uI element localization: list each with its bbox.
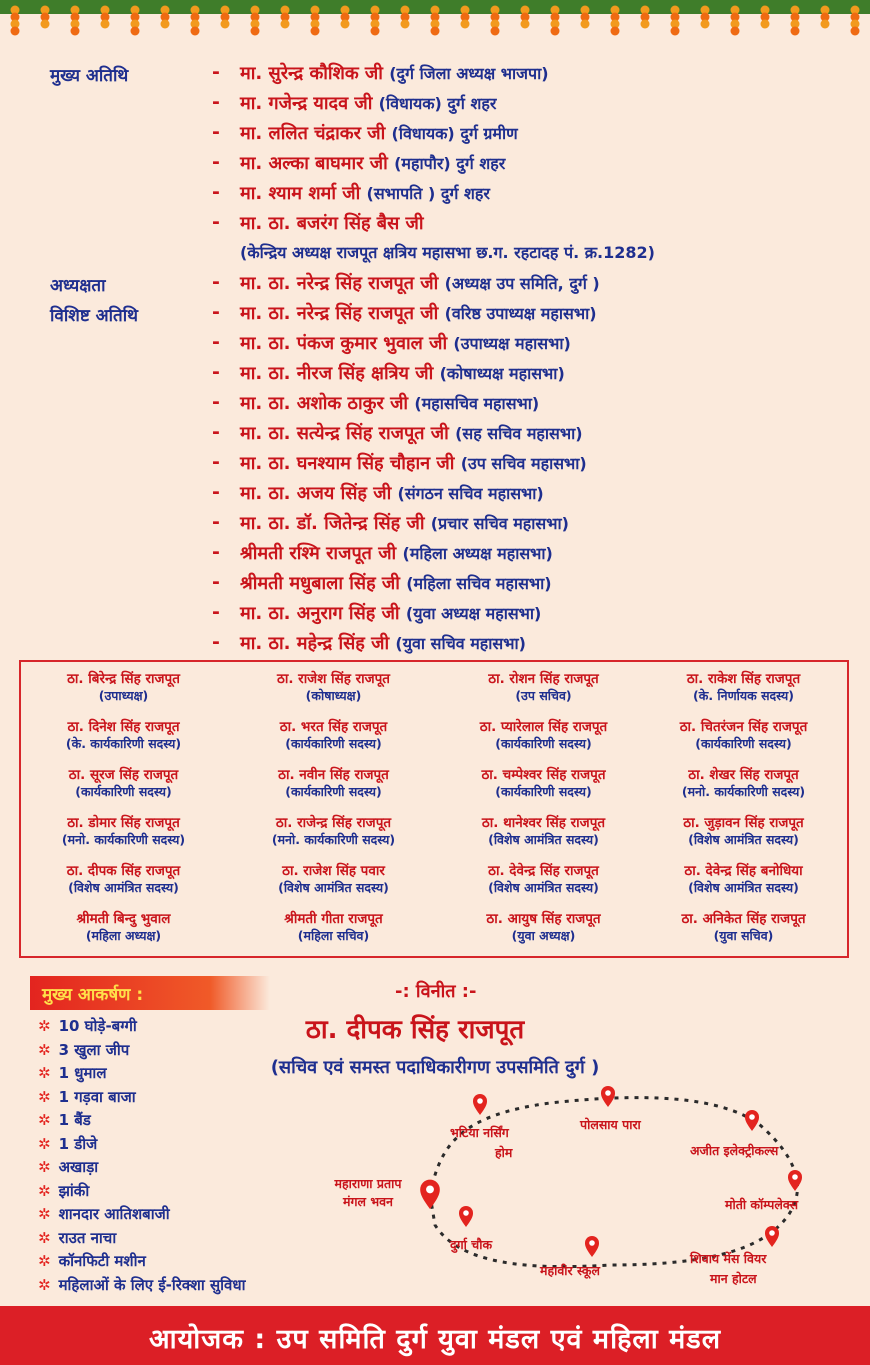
- location-pin-icon: [420, 1180, 440, 1209]
- location-pin-icon: [459, 1206, 473, 1227]
- guest-row: [0, 600, 870, 628]
- guest-row: [0, 330, 870, 358]
- guest-role: (केन्द्रिय अध्यक्ष राजपूत क्षत्रिय महासभा छ.ग. रहटादह पं. क्र.1282): [240, 243, 655, 262]
- attraction-item: [38, 1204, 170, 1226]
- guest-name: मा. श्याम शर्मा जी: [240, 183, 361, 204]
- route-stop-label: होम: [495, 1145, 513, 1160]
- member-name: ठा. बिरेन्द्र सिंह राजपूत: [67, 671, 180, 687]
- route-stop-label: शिवाय मेंस वियर: [690, 1251, 767, 1266]
- committee-member: [641, 718, 846, 752]
- attraction-label: 1 डीजे: [58, 1134, 98, 1153]
- guest-entry: [240, 271, 600, 295]
- marigold-flower: [701, 20, 710, 29]
- location-pin-icon: [745, 1110, 759, 1131]
- member-role: (महिला अध्यक्ष): [85, 928, 162, 943]
- committee-member: [21, 814, 226, 848]
- attraction-label: 3 खुला जीप: [58, 1040, 130, 1059]
- attraction-item: [38, 1181, 89, 1203]
- guest-entry: [240, 391, 539, 415]
- marigold-flower: [581, 20, 590, 29]
- star-bullet-icon: ✲: [38, 1111, 51, 1129]
- guest-entry: [240, 241, 655, 263]
- committee-member: [441, 910, 646, 944]
- member-name: ठा. राजेश सिंह राजपूत: [277, 671, 390, 687]
- committee-member: [21, 910, 226, 944]
- guest-row: [0, 180, 870, 208]
- marigold-flower: [11, 27, 20, 36]
- marigold-flower: [611, 27, 620, 36]
- marigold-flower: [371, 27, 380, 36]
- guest-dash: -: [212, 571, 220, 593]
- attraction-item: [38, 1251, 146, 1273]
- member-role: (महिला सचिव): [297, 928, 370, 943]
- star-bullet-icon: ✲: [38, 1181, 51, 1200]
- guest-name: मा. गजेन्द्र यादव जी: [240, 93, 373, 114]
- member-role: (विशेष आमंत्रित सदस्य): [68, 880, 179, 895]
- route-stop-label: मान होटल: [710, 1271, 757, 1286]
- member-role: (मनो. कार्यकारिणी सदस्य): [681, 784, 806, 799]
- guest-role: (महासचिव महासभा): [414, 394, 540, 413]
- member-role: (के. निर्णायक सदस्य): [693, 688, 794, 703]
- guest-name: मा. सुरेन्द्र कौशिक जी: [240, 63, 383, 84]
- member-name: ठा. आयुष सिंह राजपूत: [486, 911, 601, 927]
- guest-name: मा. ठा. नीरज सिंह क्षत्रिय जी: [240, 363, 434, 384]
- location-pin-icon: [585, 1236, 599, 1257]
- committee-member: [641, 766, 846, 800]
- committee-member: [641, 670, 846, 704]
- route-stop-label: महावीर स्कूल: [540, 1263, 600, 1278]
- guest-row: [0, 510, 870, 538]
- member-role: (विशेष आमंत्रित सदस्य): [488, 832, 599, 847]
- guest-name: मा. ठा. महेन्द्र सिंह जी: [240, 633, 390, 654]
- guest-role: (संगठन सचिव महासभा): [397, 484, 544, 503]
- committee-member: [441, 862, 646, 896]
- guest-name: मा. अल्का बाघमार जी: [240, 153, 388, 174]
- marigold-flower: [311, 27, 320, 36]
- committee-member: [21, 862, 226, 896]
- guest-row: [0, 540, 870, 568]
- location-pin-icon: [788, 1170, 802, 1191]
- marigold-garland: [0, 0, 870, 38]
- guest-name: मा. ठा. घनश्याम सिंह चौहान जी: [240, 453, 455, 474]
- guest-role: (महिला सचिव महासभा): [406, 574, 552, 593]
- member-role: (विशेष आमंत्रित सदस्य): [488, 880, 599, 895]
- guest-row: [0, 300, 870, 328]
- member-role: (कार्यकारिणी सदस्य): [495, 784, 592, 799]
- guest-name: मा. ललित चंद्राकर जी: [240, 123, 386, 144]
- guest-name: मा. ठा. नरेन्द्र सिंह राजपूत जी: [240, 273, 439, 294]
- guest-dash: -: [212, 421, 220, 443]
- attraction-label: 1 बैंड: [58, 1111, 91, 1129]
- host-title: (सचिव एवं समस्त पदाधिकारीगण उपसमिति दुर्ग ): [270, 1057, 600, 1078]
- guest-row: [0, 210, 870, 238]
- marigold-flower: [851, 27, 860, 36]
- location-pin-icon: [601, 1086, 615, 1107]
- committee-member: [231, 862, 436, 896]
- member-name: ठा. शेखर सिंह राजपूत: [688, 767, 799, 783]
- committee-member: [21, 766, 226, 800]
- vinit-heading: -: विनीत :-: [395, 981, 477, 1002]
- guest-row: [0, 240, 870, 268]
- guest-dash: -: [212, 181, 220, 203]
- attraction-label: राउत नाचा: [58, 1228, 117, 1247]
- marigold-flower: [251, 27, 260, 36]
- route-map: [290, 1085, 860, 1300]
- committee-box: [19, 660, 849, 958]
- marigold-flower: [101, 20, 110, 29]
- guest-entry: [240, 451, 587, 475]
- committee-member: [231, 814, 436, 848]
- member-name: ठा. राकेश सिंह राजपूत: [686, 671, 801, 687]
- guest-row: [0, 120, 870, 148]
- guest-entry: [240, 331, 571, 355]
- guest-name: मा. ठा. नरेन्द्र सिंह राजपूत जी: [240, 303, 439, 324]
- member-name: ठा. दिनेश सिंह राजपूत: [67, 719, 180, 735]
- attraction-label: अखाड़ा: [58, 1158, 99, 1176]
- guest-row: [0, 420, 870, 448]
- committee-member: [641, 862, 846, 896]
- member-name: ठा. नवीन सिंह राजपूत: [278, 767, 389, 783]
- marigold-flower: [161, 20, 170, 29]
- attraction-label: कॉनफिटी मशीन: [58, 1252, 146, 1270]
- attractions-banner: [30, 976, 270, 1010]
- guest-role: (विधायक) दुर्ग शहर: [378, 94, 497, 113]
- marigold-flower: [131, 27, 140, 36]
- guest-role: (विधायक) दुर्ग ग्रमीण: [391, 124, 518, 143]
- attraction-label: शानदार आतिशबाजी: [58, 1205, 170, 1223]
- member-name: ठा. रोशन सिंह राजपूत: [488, 671, 599, 687]
- organizer-text: आयोजक : उप समिति दुर्ग युवा मंडल एवं महिला मंडल: [148, 1324, 722, 1355]
- guest-entry: [240, 211, 424, 235]
- guest-dash: -: [212, 541, 220, 563]
- guest-dash: -: [212, 121, 220, 143]
- guest-role: (कोषाध्यक्ष महासभा): [439, 364, 565, 383]
- member-role: (कार्यकारिणी सदस्य): [285, 784, 382, 799]
- location-pin-icon: [765, 1226, 779, 1247]
- marigold-flower: [551, 27, 560, 36]
- guest-role: (महापौर) दुर्ग शहर: [394, 154, 506, 173]
- guest-entry: [240, 121, 518, 145]
- guest-role: (दुर्ग जिला अध्यक्ष भाजपा): [389, 64, 549, 83]
- committee-member: [231, 766, 436, 800]
- guest-role: (युवा अध्यक्ष महासभा): [405, 604, 542, 623]
- marigold-flower: [341, 20, 350, 29]
- route-stop-label: अजीत इलेक्ट्रीकल्स: [690, 1143, 779, 1158]
- guest-entry: [240, 301, 597, 325]
- committee-member: [231, 910, 436, 944]
- guest-category-label: अध्यक्षता: [50, 276, 106, 296]
- guest-dash: -: [212, 481, 220, 503]
- guest-role: (महिला अध्यक्ष महासभा): [402, 544, 553, 563]
- route-stop-label: महाराणा प्रताप: [334, 1176, 402, 1191]
- marigold-flower: [191, 27, 200, 36]
- guest-role: (वरिष्ठ उपाध्यक्ष महासभा): [444, 304, 597, 323]
- route-stop-label: पोलसाय पारा: [580, 1117, 641, 1132]
- committee-member: [441, 670, 646, 704]
- star-bullet-icon: ✲: [38, 1087, 51, 1106]
- member-role: (के. कार्यकारिणी सदस्य): [65, 736, 182, 751]
- star-bullet-icon: ✲: [38, 1040, 51, 1059]
- member-role: (कार्यकारिणी सदस्य): [75, 784, 172, 799]
- marigold-flower: [71, 27, 80, 36]
- guest-row: [0, 630, 870, 658]
- marigold-flower: [281, 20, 290, 29]
- marigold-flower: [221, 20, 230, 29]
- attraction-label: 10 घोड़े-बग्गी: [58, 1017, 137, 1035]
- footer-bar: [0, 1306, 870, 1365]
- attraction-label: महिलाओं के लिए ई-रिक्शा सुविधा: [58, 1275, 246, 1294]
- guest-name: मा. ठा. बजरंग सिंह बैस जी: [240, 213, 424, 234]
- host-name: ठा. दीपक सिंह राजपूत: [305, 1015, 525, 1045]
- member-name: ठा. जुड़ावन सिंह राजपूत: [683, 815, 804, 831]
- guest-role: (सभापति ) दुर्ग शहर: [366, 184, 490, 203]
- guest-dash: -: [212, 391, 220, 413]
- attraction-item: [38, 1110, 91, 1132]
- guest-category-label: विशिष्ट अतिथि: [50, 306, 139, 326]
- member-role: (मनो. कार्यकारिणी सदस्य): [61, 832, 186, 847]
- member-role: (विशेष आमंत्रित सदस्य): [688, 880, 799, 895]
- guest-entry: [240, 421, 583, 445]
- committee-member: [441, 814, 646, 848]
- guest-row: [0, 360, 870, 388]
- guest-dash: -: [212, 451, 220, 473]
- member-name: ठा. राजेश सिंह पवार: [282, 863, 385, 879]
- guest-name: मा. ठा. डॉ. जितेन्द्र सिंह जी: [240, 513, 425, 534]
- guest-name: मा. ठा. अनुराग सिंह जी: [240, 603, 400, 624]
- member-role: (विशेष आमंत्रित सदस्य): [278, 880, 389, 895]
- star-bullet-icon: ✲: [38, 1228, 51, 1247]
- marigold-flower: [521, 20, 530, 29]
- star-bullet-icon: ✲: [38, 1134, 51, 1153]
- member-name: श्रीमती बिन्दु भुवाल: [76, 911, 171, 927]
- member-name: ठा. देवेन्द्र सिंह बनोधिया: [684, 863, 803, 879]
- star-bullet-icon: ✲: [38, 1252, 51, 1270]
- member-role: (कार्यकारिणी सदस्य): [285, 736, 382, 751]
- marigold-flower: [731, 27, 740, 36]
- attractions-title: मुख्य आकर्षण :: [42, 985, 144, 1005]
- marigold-flower: [41, 20, 50, 29]
- guest-entry: [240, 571, 552, 595]
- attraction-item: [38, 1157, 98, 1179]
- guest-row: [0, 480, 870, 508]
- guest-entry: [240, 61, 549, 85]
- member-role: (उप सचिव): [515, 688, 572, 703]
- guest-entry: [240, 91, 496, 115]
- guest-name: मा. ठा. सत्येन्द्र सिंह राजपूत जी: [240, 423, 449, 444]
- guest-role: (युवा सचिव महासभा): [395, 634, 526, 653]
- guest-dash: -: [212, 631, 220, 653]
- member-name: ठा. राजेन्द्र सिंह राजपूत: [275, 815, 392, 831]
- guest-entry: [240, 511, 569, 535]
- member-role: (उपाध्यक्ष): [98, 688, 149, 703]
- guest-row: [0, 60, 870, 88]
- marigold-flower: [821, 20, 830, 29]
- star-bullet-icon: ✲: [38, 1064, 51, 1082]
- member-role: (कोषाध्यक्ष): [305, 688, 362, 703]
- guest-entry: [240, 481, 544, 505]
- member-name: ठा. प्यारेलाल सिंह राजपूत: [479, 719, 608, 735]
- guest-row: [0, 390, 870, 418]
- guest-row: [0, 150, 870, 178]
- member-role: (युवा अध्यक्ष): [511, 928, 576, 943]
- guest-name: मा. ठा. अशोक ठाकुर जी: [240, 393, 409, 414]
- guest-name: मा. ठा. अजय सिंह जी: [240, 483, 392, 504]
- marigold-flower: [641, 20, 650, 29]
- guest-row: [0, 90, 870, 118]
- route-stop-label: मंगल भवन: [342, 1194, 394, 1209]
- guest-dash: -: [212, 301, 220, 323]
- route-stop-label: मोती कॉम्पलेक्स: [725, 1197, 799, 1212]
- guest-dash: -: [212, 211, 220, 233]
- attraction-item: [38, 1087, 136, 1109]
- marigold-flower: [761, 20, 770, 29]
- guest-name: श्रीमती रश्मि राजपूत जी: [240, 543, 397, 564]
- attraction-item: [38, 1016, 137, 1038]
- guest-role: (सह सचिव महासभा): [455, 424, 583, 443]
- committee-member: [21, 670, 226, 704]
- guest-dash: -: [212, 511, 220, 533]
- member-name: ठा. चम्पेश्वर सिंह राजपूत: [481, 767, 606, 783]
- guest-dash: -: [212, 601, 220, 623]
- member-role: (कार्यकारिणी सदस्य): [695, 736, 792, 751]
- guest-entry: [240, 361, 565, 385]
- guest-name: श्रीमती मधुबाला सिंह जी: [240, 573, 400, 594]
- guest-dash: -: [212, 91, 220, 113]
- route-stop-label: दुर्गा चौक: [450, 1237, 493, 1252]
- marigold-flower: [401, 20, 410, 29]
- guest-entry: [240, 151, 505, 175]
- committee-member: [231, 670, 436, 704]
- committee-member: [231, 718, 436, 752]
- marigold-flower: [671, 27, 680, 36]
- guest-name: मा. ठा. पंकज कुमार भुवाल जी: [240, 333, 448, 354]
- member-role: (मनो. कार्यकारिणी सदस्य): [271, 832, 396, 847]
- attraction-item: [38, 1134, 97, 1156]
- member-role: (विशेष आमंत्रित सदस्य): [688, 832, 799, 847]
- marigold-flower: [461, 20, 470, 29]
- member-name: ठा. थानेश्वर सिंह राजपूत: [481, 815, 606, 831]
- guest-entry: [240, 631, 526, 655]
- attraction-item: [38, 1040, 129, 1062]
- member-name: श्रीमती गीता राजपूत: [284, 911, 383, 927]
- star-bullet-icon: ✲: [38, 1158, 51, 1176]
- attraction-label: 1 धुमाल: [58, 1064, 107, 1082]
- member-role: (युवा सचिव): [713, 928, 774, 943]
- guest-entry: [240, 601, 541, 625]
- guest-dash: -: [212, 151, 220, 173]
- member-name: ठा. अनिकेत सिंह राजपूत: [681, 911, 806, 927]
- guest-row: [0, 570, 870, 598]
- committee-member: [21, 718, 226, 752]
- attraction-label: 1 गड़वा बाजा: [58, 1087, 136, 1106]
- member-name: ठा. दीपक सिंह राजपूत: [66, 863, 181, 879]
- star-bullet-icon: ✲: [38, 1017, 51, 1035]
- attraction-item: [38, 1275, 245, 1297]
- attraction-label: झांकी: [58, 1181, 90, 1200]
- location-pin-icon: [473, 1094, 487, 1115]
- committee-member: [641, 910, 846, 944]
- guest-dash: -: [212, 61, 220, 83]
- guest-dash: -: [212, 271, 220, 293]
- guest-role: (उप सचिव महासभा): [460, 454, 587, 473]
- committee-member: [441, 766, 646, 800]
- guest-dash: -: [212, 361, 220, 383]
- guest-entry: [240, 541, 553, 565]
- guest-row: [0, 270, 870, 298]
- member-name: ठा. भरत सिंह राजपूत: [279, 719, 388, 735]
- committee-member: [441, 718, 646, 752]
- guest-dash: -: [212, 331, 220, 353]
- member-name: ठा. सूरज सिंह राजपूत: [68, 767, 179, 783]
- guest-role: (प्रचार सचिव महासभा): [430, 514, 569, 533]
- committee-member: [641, 814, 846, 848]
- member-name: ठा. डोमार सिंह राजपूत: [67, 815, 180, 831]
- star-bullet-icon: ✲: [38, 1205, 51, 1223]
- guest-role: (अध्यक्ष उप समिति, दुर्ग ): [444, 274, 600, 293]
- guest-row: [0, 450, 870, 478]
- marigold-flower: [431, 27, 440, 36]
- member-name: ठा. देवेन्द्र सिंह राजपूत: [488, 863, 599, 879]
- marigold-flower: [791, 27, 800, 36]
- guest-entry: [240, 181, 490, 205]
- member-role: (कार्यकारिणी सदस्य): [495, 736, 592, 751]
- attraction-item: [38, 1228, 116, 1250]
- member-name: ठा. चितरंजन सिंह राजपूत: [679, 719, 808, 735]
- marigold-flower: [491, 27, 500, 36]
- guest-role: (उपाध्यक्ष महासभा): [453, 334, 571, 353]
- attraction-item: [38, 1063, 107, 1085]
- guest-category-label: मुख्य अतिथि: [50, 66, 129, 86]
- star-bullet-icon: ✲: [38, 1275, 51, 1294]
- route-stop-label: भटिया नर्सिंग: [450, 1125, 509, 1140]
